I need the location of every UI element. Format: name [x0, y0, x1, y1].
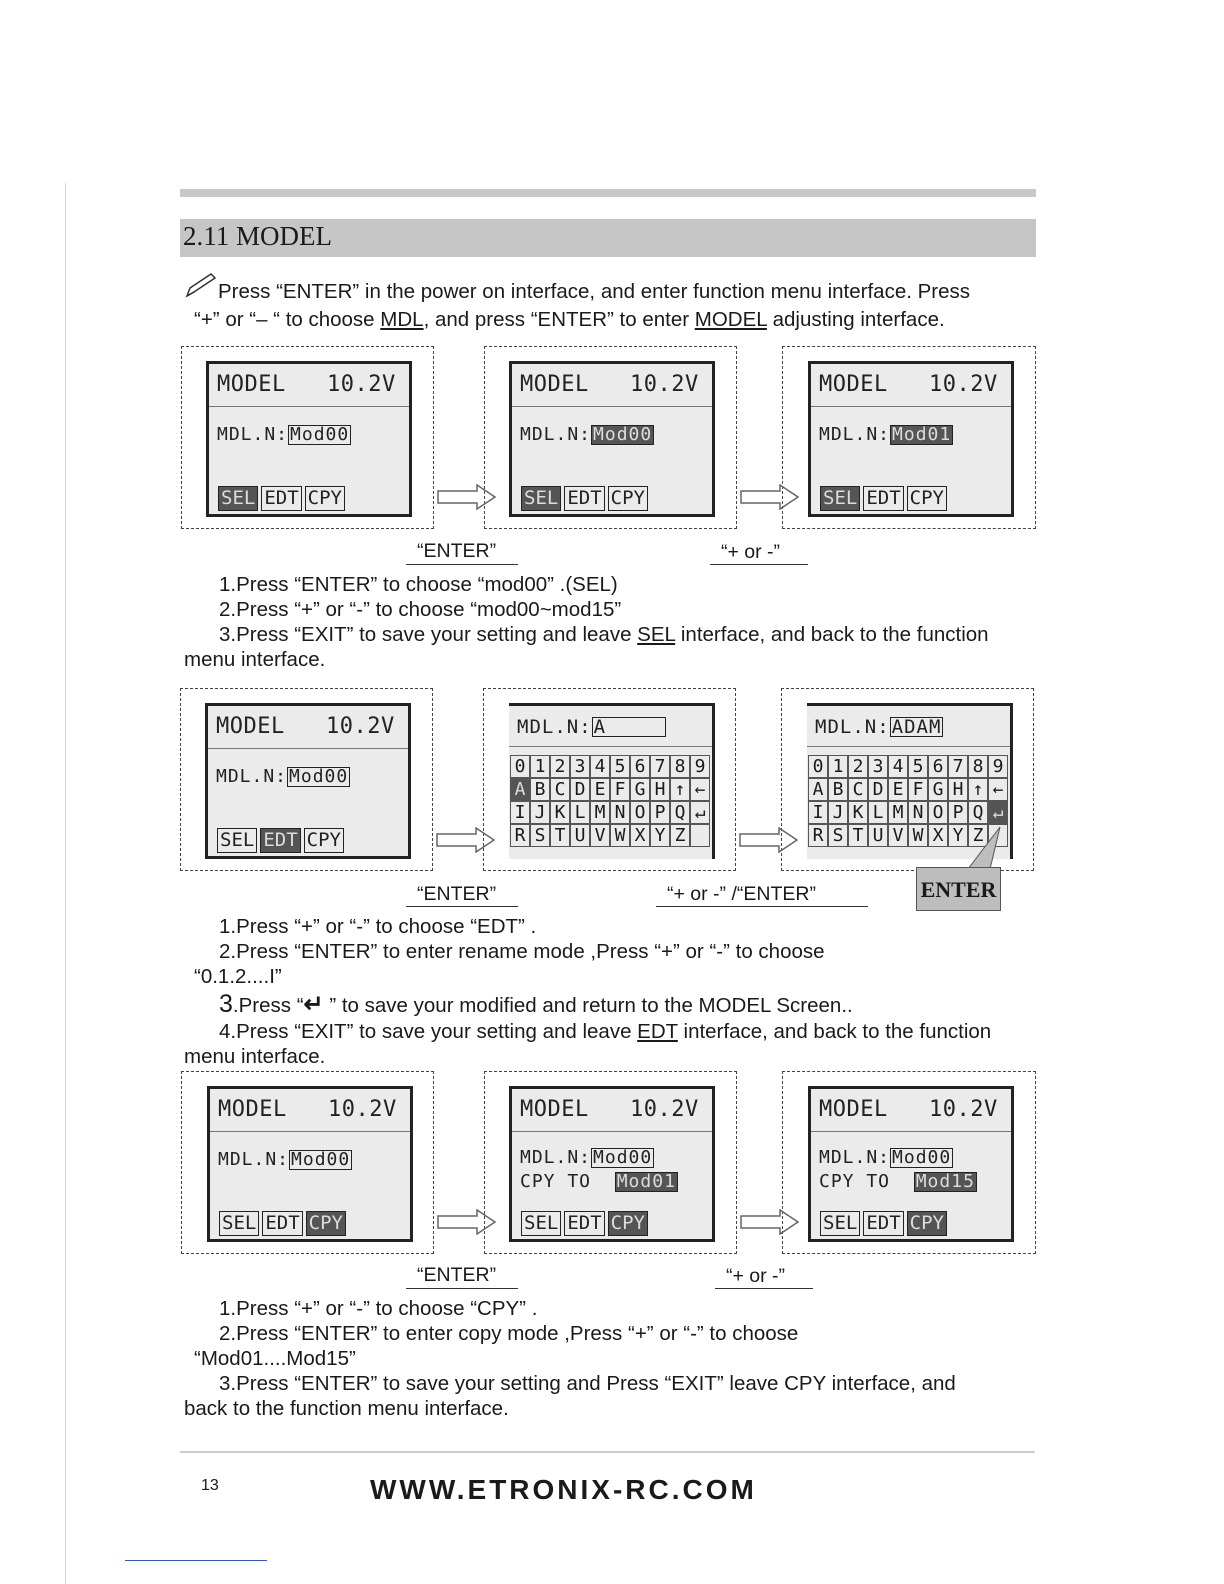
- tab-sel: SEL: [820, 486, 860, 511]
- tab-cpy: CPY: [306, 1211, 346, 1236]
- lcd-screen: MODEL 10.2V MDL.N: Mod00 SEL EDT CPY: [205, 703, 411, 859]
- tab-edt: EDT: [564, 1211, 604, 1236]
- lcd-keyboard-screen: MDL.N: ADAM: [807, 703, 1013, 859]
- caption-enter: “ENTER”: [417, 1264, 497, 1286]
- tab-sel: SEL: [217, 828, 257, 853]
- sel-step-1-frame: [181, 346, 434, 529]
- edt-step-text-4-cont: menu interface.: [184, 1045, 326, 1068]
- character-grid: 0 1 2 3 4 5 6 7 8 9 A B C D E F G H ↑ ← I J K L M N O P Q ↵ R S T U V W X Y Z: [510, 755, 710, 847]
- tab-edt: EDT: [260, 828, 300, 853]
- lcd-screen: MODEL 10.2V MDL.N: Mod00 SEL EDT CPY: [206, 361, 412, 517]
- caption-enter: “ENTER”: [417, 883, 497, 905]
- arrow-right-icon: [740, 484, 800, 510]
- lcd-keyboard-screen: MDL.N: A: [509, 703, 715, 859]
- sel-step-3-frame: [782, 346, 1036, 529]
- caption-plus-minus: “+ or -”: [721, 541, 781, 563]
- sel-step-text-2: 2.Press “+” or “-” to choose “mod00~mod15”: [219, 598, 622, 621]
- edt-step-text-3: 3.Press “↵ ” to save your modified and return to the MODEL Screen..: [219, 990, 853, 1018]
- enter-key-callout: ENTER: [916, 867, 1001, 911]
- cpy-step-text-3: 3.Press “ENTER” to save your setting and Press “EXIT” leave CPY interface, and: [219, 1372, 956, 1395]
- header-rule: [180, 189, 1036, 197]
- lcd-screen: MODEL 10.2V MDL.N: Mod00 CPY TO Mod15 SEL EDT CPY: [808, 1086, 1014, 1242]
- tab-sel: SEL: [219, 1211, 259, 1236]
- pencil-icon: [184, 272, 218, 300]
- cpy-step-text-2-cont: “Mod01....Mod15”: [194, 1347, 356, 1370]
- cpy-step-text-1: 1.Press “+” or “-” to choose “CPY” .: [219, 1297, 538, 1320]
- edt-step-text-2: 2.Press “ENTER” to enter rename mode ,Press “+” or “-” to choose: [219, 940, 825, 963]
- sel-step-text-3: 3.Press “EXIT” to save your setting and leave SEL interface, and back to the function: [219, 623, 989, 646]
- bottom-link-line: [125, 1560, 267, 1561]
- caption-enter: “ENTER”: [417, 540, 497, 562]
- tab-edt: EDT: [863, 1211, 903, 1236]
- cpy-step-1-frame: [181, 1071, 434, 1254]
- tab-edt: EDT: [863, 486, 903, 511]
- tab-edt: EDT: [261, 486, 301, 511]
- section-title: 2.11 MODEL: [183, 221, 332, 251]
- arrow-right-icon: [740, 1209, 800, 1235]
- tab-cpy: CPY: [907, 1211, 947, 1236]
- return-key-icon: ↵: [303, 991, 324, 1018]
- tab-cpy: CPY: [304, 828, 344, 853]
- footer-url: WWW.ETRONIX-RC.COM: [370, 1474, 757, 1505]
- tab-cpy: CPY: [608, 1211, 648, 1236]
- sel-step-text-1: 1.Press “ENTER” to choose “mod00” .(SEL): [219, 573, 618, 596]
- edt-step-text-1: 1.Press “+” or “-” to choose “EDT” .: [219, 915, 537, 938]
- sel-step-text-3-cont: menu interface.: [184, 648, 326, 671]
- lcd-screen: MODEL 10.2V MDL.N: Mod00 SEL EDT CPY: [207, 1086, 413, 1242]
- sel-step-2-frame: [484, 346, 737, 529]
- caption-plus-minus-enter: “+ or -” /“ENTER”: [667, 883, 816, 905]
- arrow-right-icon: [739, 827, 799, 853]
- arrow-right-icon: [437, 1209, 497, 1235]
- intro-line-2: “+” or “– “ to choose MDL, and press “ENTER” to enter MODEL adjusting interface.: [194, 308, 945, 331]
- cpy-step-2-frame: [484, 1071, 737, 1254]
- intro-line-1: Press “ENTER” in the power on interface, and enter function menu interface. Press: [218, 280, 971, 303]
- tab-edt: EDT: [262, 1211, 302, 1236]
- arrow-right-icon: [436, 827, 496, 853]
- edt-step-text-2-cont: “0.1.2....I”: [194, 965, 282, 988]
- tab-cpy: CPY: [907, 486, 947, 511]
- lcd-screen: MODEL 10.2V MDL.N: Mod01 SEL EDT CPY: [808, 361, 1014, 517]
- edt-step-2-frame: [483, 688, 736, 871]
- cpy-step-3-frame: [782, 1071, 1036, 1254]
- tab-cpy: CPY: [305, 486, 345, 511]
- edt-step-1-frame: [180, 688, 433, 871]
- page-number: 13: [201, 1477, 219, 1494]
- tab-sel: SEL: [218, 486, 258, 511]
- tab-sel: SEL: [521, 1211, 561, 1236]
- lcd-screen: MODEL 10.2V MDL.N: Mod00 CPY TO Mod01 SEL EDT CPY: [509, 1086, 715, 1242]
- cpy-step-text-3-cont: back to the function menu interface.: [184, 1397, 509, 1420]
- cpy-step-text-2: 2.Press “ENTER” to enter copy mode ,Press “+” or “-” to choose: [219, 1322, 799, 1345]
- left-margin-line: [65, 183, 66, 1584]
- tab-cpy: CPY: [608, 486, 648, 511]
- lcd-screen: MODEL 10.2V MDL.N: Mod00 SEL EDT CPY: [509, 361, 715, 517]
- tab-sel: SEL: [820, 1211, 860, 1236]
- footer-rule: [180, 1451, 1035, 1453]
- character-grid: 0 1 2 3 4 5 6 7 8 9 A B C D E F G H ↑ ← I J K L M N O P Q ↵ R S T U V W X Y Z: [808, 755, 1008, 847]
- arrow-right-icon: [437, 484, 497, 510]
- caption-plus-minus: “+ or -”: [726, 1265, 786, 1287]
- tab-edt: EDT: [564, 486, 604, 511]
- tab-sel: SEL: [521, 486, 561, 511]
- edt-step-text-4: 4.Press “EXIT” to save your setting and leave EDT interface, and back to the function: [219, 1020, 992, 1043]
